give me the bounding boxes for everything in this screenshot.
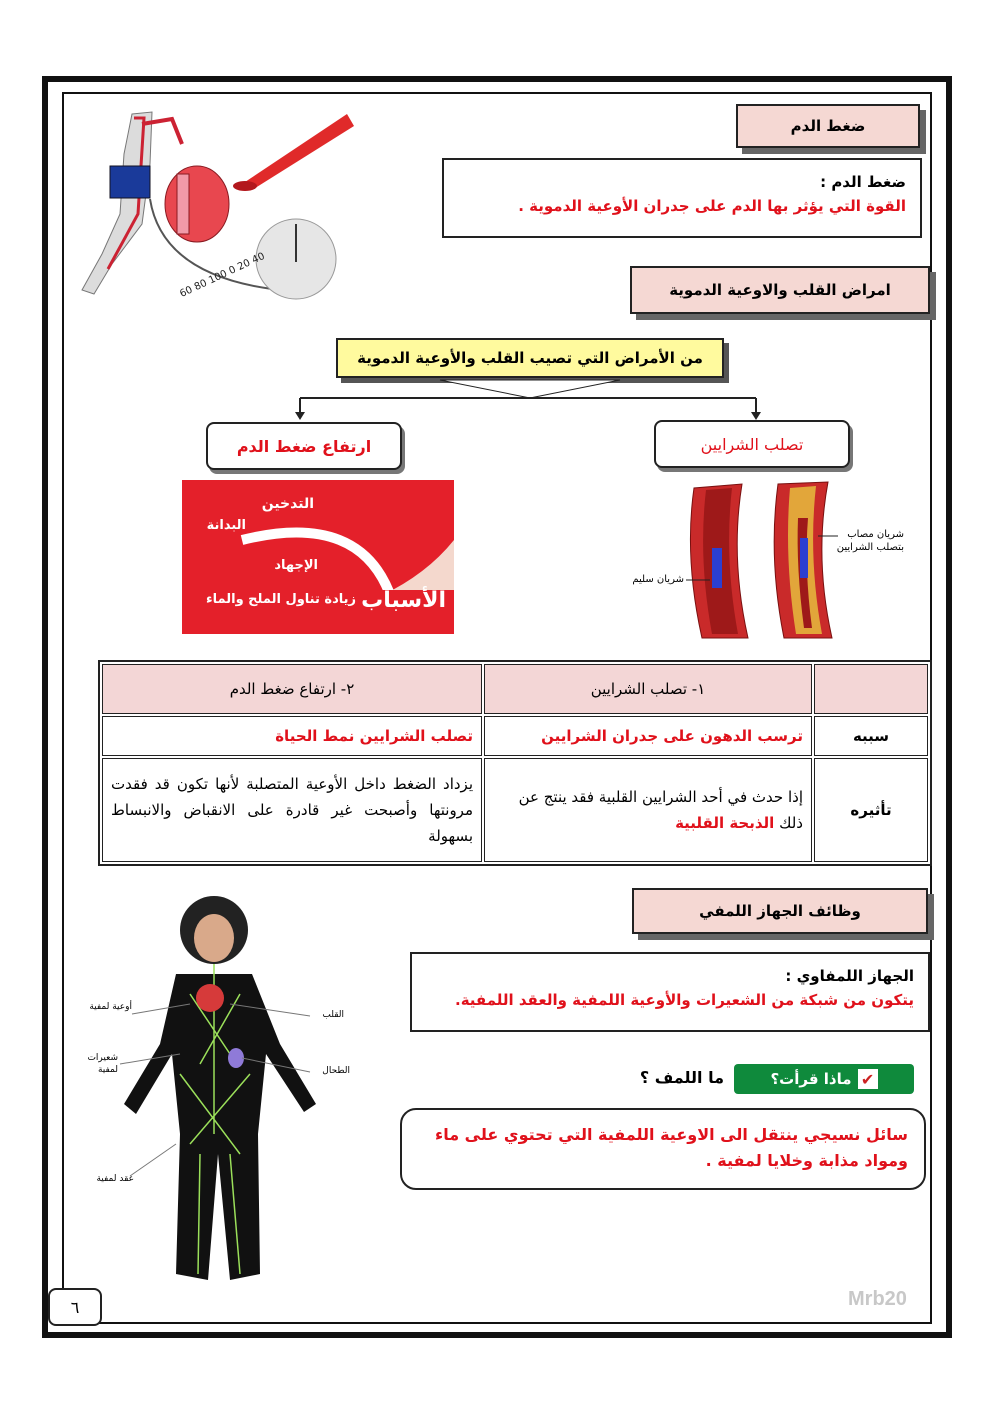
branch-high-blood-pressure — [206, 422, 402, 470]
label-spleen: الطحال — [322, 1066, 350, 1076]
definition-lymphatic — [410, 952, 930, 1032]
heading-heart-diseases — [630, 266, 930, 314]
badge-text: ماذا قرأت؟ — [770, 1070, 852, 1088]
cell-effect-blood-pressure: يزداد الضغط داخل الأوعية المتصلبة لأنها تكون قد فقدت مرونتها وأصبحت غير قادرة على الانقباض والانبساط بسهولة — [102, 758, 482, 862]
definition-blood-pressure — [442, 158, 922, 238]
causes-title: الأسباب — [361, 588, 446, 613]
gauge-numbers: 40 20 0 100 80 60 — [178, 250, 267, 300]
heading-lymphatic-text: وظائف الجهاز اللمفي — [699, 902, 861, 920]
label-lymph-nodes: عقد لمفية — [96, 1174, 134, 1184]
answer-text: سائل نسيجي ينتقل الى الاوعية اللمفية التي تحتوي على ماء ومواد مذابة وخلايا لمفية . — [435, 1125, 908, 1170]
heading-blood-pressure-text: ضغط الدم — [790, 117, 866, 135]
label-lymph-capillaries: شعيرات لمفية — [87, 1053, 118, 1075]
definition-text: القوة التي يؤثر بها الدم على جدران الأوعية الدموية . — [518, 197, 906, 215]
check-icon: ✔ — [858, 1069, 878, 1089]
diagram-root-box — [336, 338, 724, 378]
table-header-row — [102, 664, 928, 714]
table-corner-cell — [814, 664, 928, 714]
table-header-blood-pressure: ٢- ارتفاع ضغط الدم — [102, 664, 482, 714]
heading-lymphatic-functions — [632, 888, 928, 934]
term-blood-pressure: ضغط الدم : — [820, 173, 906, 191]
table-header-atherosclerosis: ١- تصلب الشرايين — [484, 664, 812, 714]
comparison-table — [98, 660, 932, 866]
lymphatic-body-image — [80, 894, 350, 1288]
label-lymph-vessels: أوعية لمفية — [89, 1002, 132, 1012]
page-number — [48, 1288, 102, 1326]
cell-cause-atherosclerosis: ترسب الدهون على جدران الشرايين — [484, 716, 812, 756]
effect-highlight: الذبحة القلبية — [675, 814, 775, 832]
row-label-cause: سببه — [814, 716, 928, 756]
label-diseased-artery: شريان مصاب بتصلب الشرايين — [836, 529, 904, 553]
branch-atherosclerosis — [654, 420, 850, 468]
branch-atherosclerosis-text: تصلب الشرايين — [700, 434, 804, 454]
effect-text: إذا حدث في أحد الشرايين القلبية فقد ينتج عن ذلك — [518, 788, 803, 832]
diagram-root-text: من الأمراض التي تصيب القلب والأوعية الدموية — [357, 349, 703, 367]
cause-obesity: البدانة — [206, 518, 246, 533]
artery-image — [618, 478, 908, 642]
watermark: Mrb20 — [848, 1288, 907, 1310]
page-number-text: ٦ — [70, 1297, 80, 1317]
cell-effect-atherosclerosis — [484, 758, 812, 862]
definition-lymphatic-text: يتكون من شبكة من الشعيرات والأوعية اللمفية والعقد اللمفية. — [455, 991, 914, 1009]
heading-blood-pressure — [736, 104, 920, 148]
cause-salt: زيادة تناول الملح والماء — [206, 592, 356, 607]
answer-box — [400, 1108, 926, 1190]
term-lymphatic: الجهاز اللمفاوي : — [785, 967, 914, 985]
blood-pressure-illustration — [72, 104, 362, 304]
diagram-connectors — [290, 376, 770, 426]
table-row — [102, 716, 928, 756]
branch-high-blood-pressure-text: ارتفاع ضغط الدم — [236, 436, 372, 456]
cause-smoking: التدخين — [261, 496, 314, 512]
causes-image — [182, 480, 454, 634]
heading-heart-diseases-text: امراض القلب والاوعية الدموية — [669, 281, 891, 299]
question-lymph: ما اللمف ؟ — [639, 1068, 724, 1087]
table-row — [102, 758, 928, 862]
cell-cause-blood-pressure: تصلب الشرايين نمط الحياة — [102, 716, 482, 756]
label-healthy-artery: شريان سليم — [632, 574, 684, 585]
row-label-effect: تأثيره — [814, 758, 928, 862]
cause-stress: الإجهاد — [274, 558, 318, 573]
label-heart: القلب — [322, 1010, 344, 1020]
what-did-you-read-badge — [734, 1064, 914, 1094]
